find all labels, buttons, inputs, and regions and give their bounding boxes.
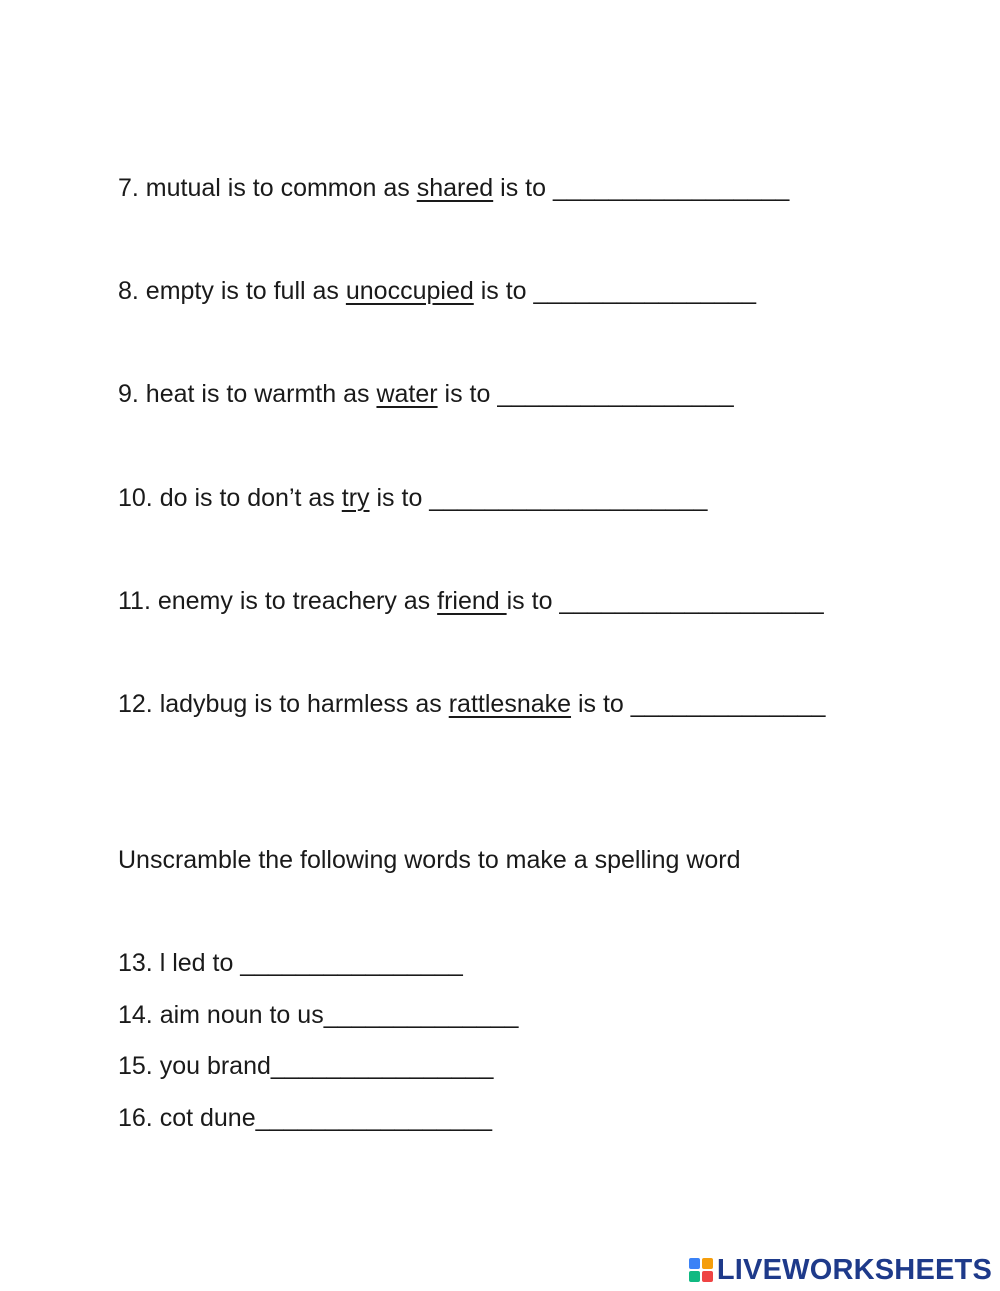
question-10-keyword: try <box>341 484 370 512</box>
question-11-answer-blank[interactable]: ___________________ <box>559 587 824 615</box>
question-10 <box>118 483 707 513</box>
question-7 <box>118 173 789 203</box>
question-7-suffix: is to <box>493 174 553 202</box>
question-8-prefix: 8. empty is to full as <box>118 277 346 305</box>
question-11-prefix: 11. enemy is to treachery as <box>118 587 438 615</box>
question-12-answer-blank[interactable]: ______________ <box>630 690 826 718</box>
question-11-keyword: friend <box>437 587 507 615</box>
question-8-suffix: is to <box>473 277 534 305</box>
question-9-suffix: is to <box>437 380 498 408</box>
question-7-answer-blank[interactable]: _________________ <box>552 174 790 202</box>
question-11-suffix: is to <box>506 587 560 615</box>
question-9-prefix: 9. heat is to warmth as <box>118 380 377 408</box>
liveworksheets-logo <box>689 1254 992 1286</box>
question-9 <box>118 379 734 409</box>
question-12-keyword: rattlesnake <box>448 690 572 718</box>
question-8-keyword: unoccupied <box>345 277 474 305</box>
question-10-answer-blank[interactable]: ____________________ <box>429 484 708 512</box>
question-12 <box>118 689 825 719</box>
question-9-keyword: water <box>376 380 438 408</box>
question-14[interactable]: 14. aim noun to us______________ <box>118 1001 519 1029</box>
question-11 <box>118 586 824 616</box>
logo-blocks-icon <box>689 1257 713 1283</box>
question-12-prefix: 12. ladybug is to harmless as <box>118 690 449 718</box>
section-heading: Unscramble the following words to make a spelling word <box>118 846 741 874</box>
question-12-suffix: is to <box>571 690 631 718</box>
question-7-keyword: shared <box>416 174 494 202</box>
question-7-prefix: 7. mutual is to common as <box>118 174 417 202</box>
question-16[interactable]: 16. cot dune_________________ <box>118 1104 492 1132</box>
question-9-answer-blank[interactable]: _________________ <box>497 380 734 408</box>
logo-text: LIVEWORKSHEETS <box>716 1253 992 1286</box>
question-10-prefix: 10. do is to don’t as <box>118 484 342 512</box>
question-8-answer-blank[interactable]: ________________ <box>533 277 756 305</box>
question-8 <box>118 276 756 306</box>
question-10-suffix: is to <box>369 484 430 512</box>
question-15[interactable]: 15. you brand________________ <box>118 1052 494 1080</box>
question-13[interactable]: 13. l led to ________________ <box>118 949 463 977</box>
